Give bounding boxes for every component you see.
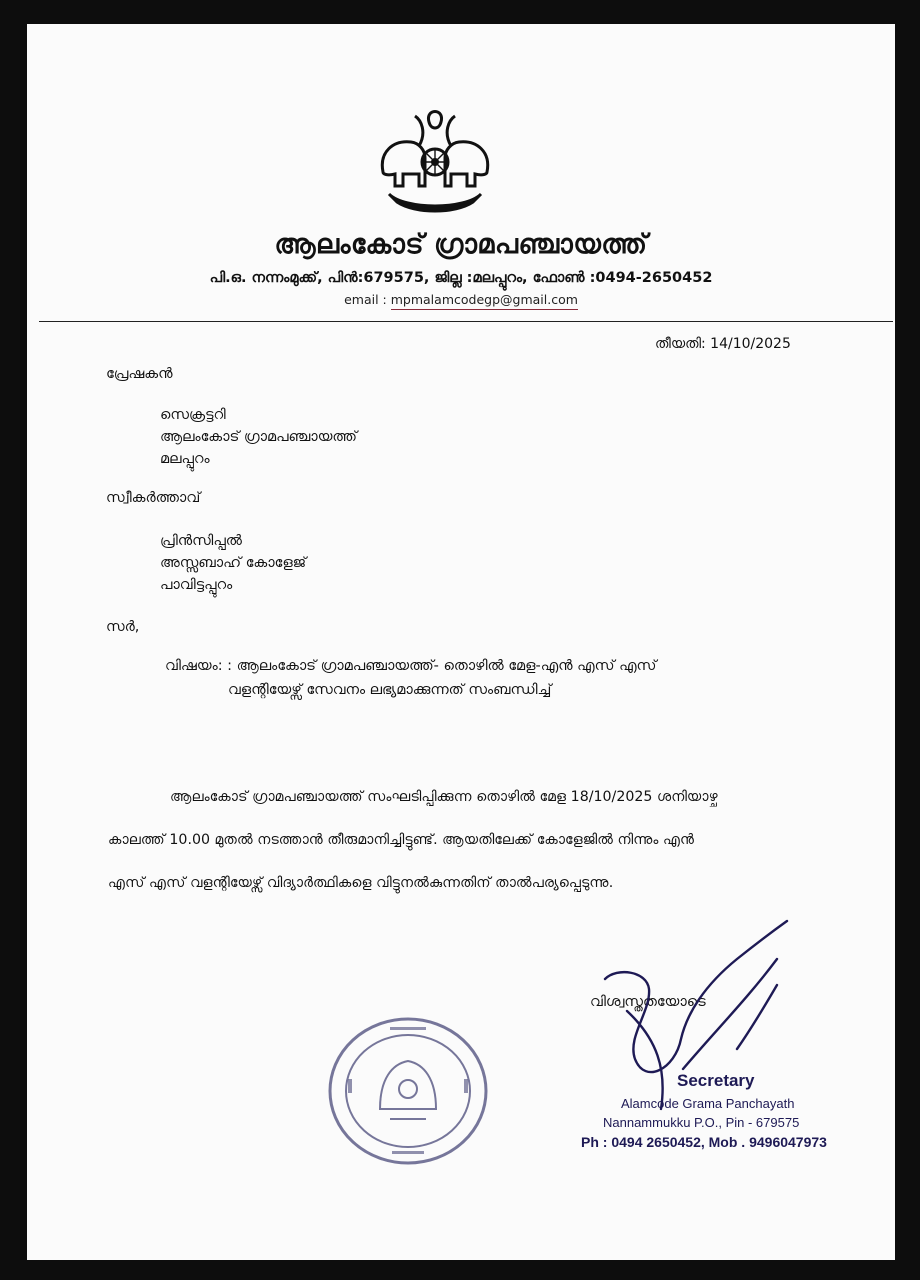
- sender-heading: പ്രേഷകൻ: [106, 366, 173, 382]
- email-address: mpmalamcodegp@gmail.com: [391, 292, 578, 310]
- subject-line-2: വളന്റിയേഴ്സ് സേവനം ലഭ്യമാക്കുന്നത് സംബന്ധിച്ച്: [228, 682, 552, 698]
- date-value: 14/10/2025: [710, 336, 791, 352]
- sender-line: മലപ്പുറം: [160, 451, 210, 467]
- closing-text: വിശ്വസ്തതയോടെ: [590, 994, 706, 1010]
- stamp-line-2: Nannammukku P.O., Pin - 679575: [603, 1115, 800, 1130]
- organization-address: പി.ഒ. നന്നംമുക്ക്, പിൻ:679575, ജില്ല :മലപ്പുറം, ഫോൺ :0494-2650452: [209, 270, 713, 286]
- date-line: [655, 336, 791, 352]
- panchayat-seal-stamp-icon: [320, 1009, 492, 1169]
- kerala-state-emblem-icon: [375, 102, 495, 220]
- stamp-line-3: Ph : 0494 2650452, Mob . 9496047973: [581, 1134, 827, 1150]
- stamp-line-1: Alamcode Grama Panchayath: [621, 1096, 795, 1111]
- date-label: തീയതി:: [655, 336, 706, 352]
- recipient-heading: സ്വീകർത്താവ്: [106, 490, 201, 506]
- body-line-1: ആലംകോട് ഗ്രാമപഞ്ചായത്ത് സംഘടിപ്പിക്കുന്ന തൊഴിൽ മേള 18/10/2025 ശനിയാഴ്ച: [170, 789, 718, 805]
- sender-line: സെക്രട്ടറി: [160, 407, 226, 423]
- recipient-line: പാവിട്ടപ്പുറം: [160, 577, 233, 593]
- letter-page: [27, 24, 895, 1260]
- body-line-3: എസ് എസ് വളന്റിയേഴ്സ് വിദ്യാർത്ഥികളെ വിട്ടുനൽകുന്നതിന് താൽപര്യപ്പെടുന്നു.: [108, 875, 614, 891]
- subject-line-1: വിഷയം: : ആലംകോട് ഗ്രാമപഞ്ചായത്ത്- തൊഴിൽ മേള-എൻ എസ് എസ്: [165, 658, 657, 674]
- email-label: email :: [344, 292, 387, 307]
- recipient-line: അസ്സബാഹ് കോളേജ്: [160, 555, 307, 571]
- sender-line: ആലംകോട് ഗ്രാമപഞ്ചായത്ത്: [160, 429, 357, 445]
- stamp-title: Secretary: [677, 1071, 755, 1090]
- header-divider: [39, 321, 893, 322]
- organization-name: ആലംകോട് ഗ്രാമപഞ്ചായത്ത്: [274, 229, 648, 260]
- salutation: സർ,: [106, 619, 140, 635]
- email-line: [27, 292, 895, 307]
- recipient-line: പ്രിൻസിപ്പൽ: [160, 533, 242, 549]
- body-line-2: കാലത്ത് 10.00 മുതൽ നടത്താൻ തീരുമാനിച്ചിട്ടുണ്ട്. ആയതിലേക്ക് കോളേജിൽ നിന്നും എൻ: [108, 832, 695, 848]
